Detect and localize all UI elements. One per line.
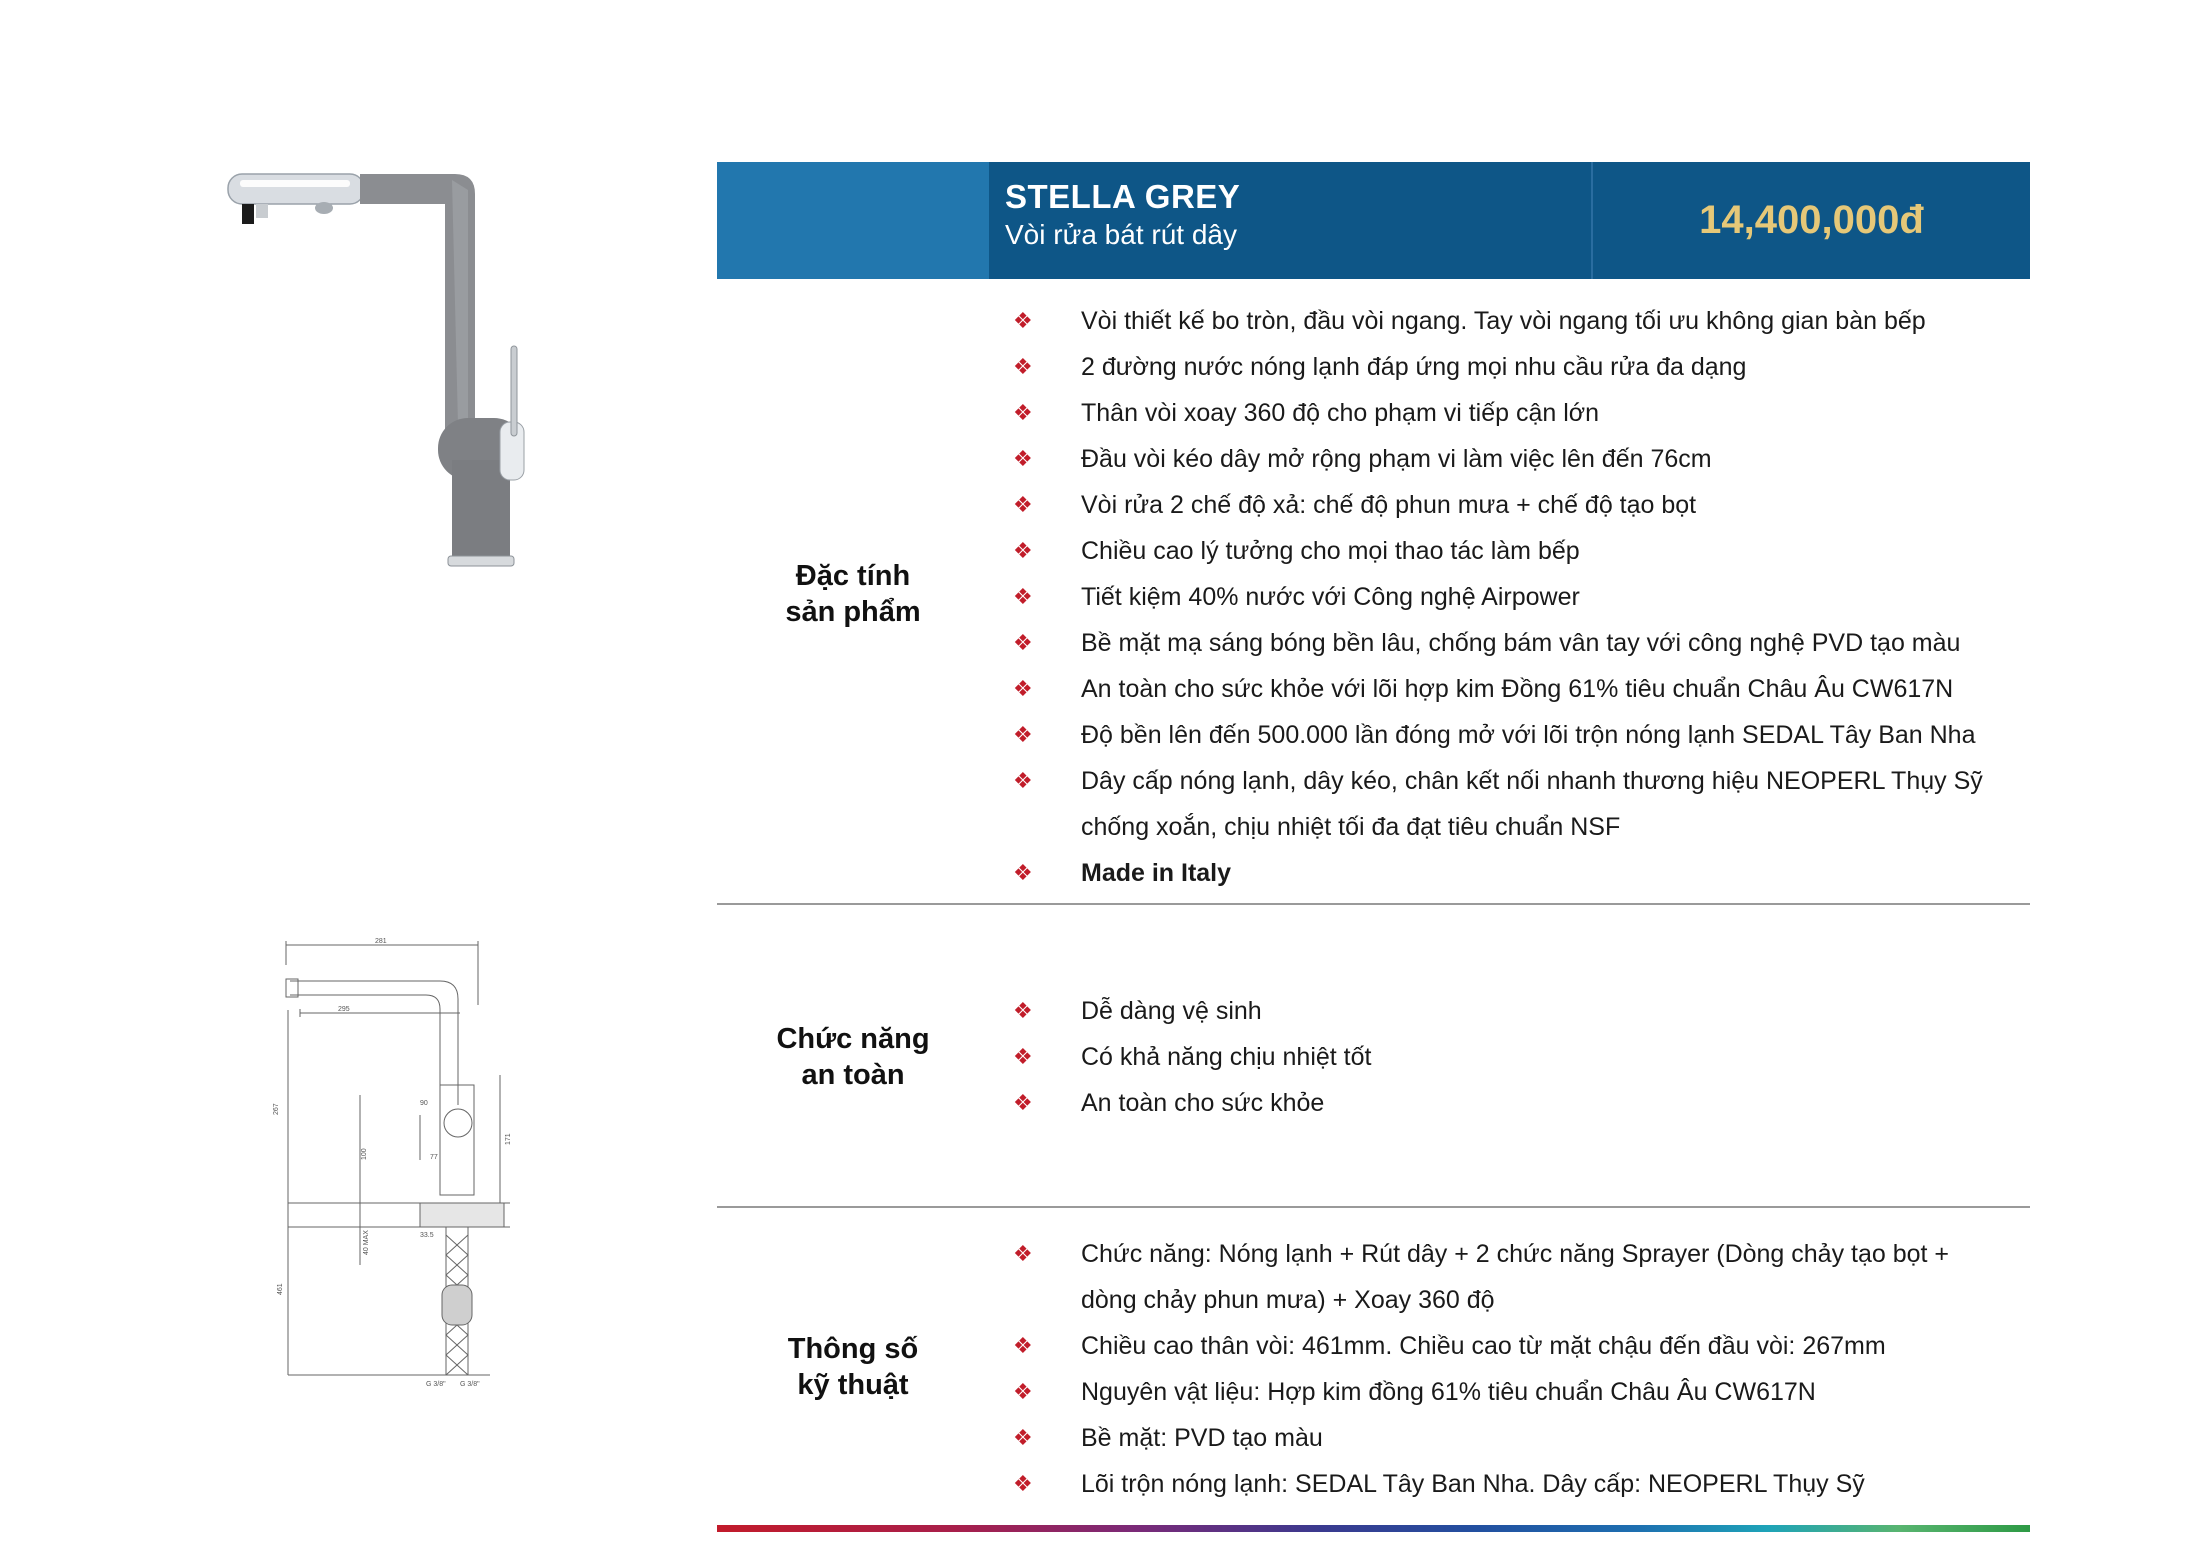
list-item (1013, 620, 2013, 666)
list-item (1013, 666, 2013, 712)
list-item-text: Có khả năng chịu nhiệt tốt (1081, 1043, 1372, 1071)
list-item-text: Độ bền lên đến 500.000 lần đóng mở với lõi trộn nóng lạnh SEDAL Tây Ban Nha (1081, 721, 1976, 749)
list-item (1013, 1415, 2013, 1461)
bullet-icon: ❖ (1013, 630, 1033, 655)
list-item-text: Tiết kiệm 40% nước với Công nghệ Airpower (1081, 583, 1580, 611)
list-item (1013, 574, 2013, 620)
dim-height: 267 (273, 1103, 280, 1115)
bullet-icon: ❖ (1013, 308, 1033, 333)
section-label-line: Đặc tính (795, 560, 911, 592)
list-item-text: Đầu vòi kéo dây mở rộng phạm vi làm việc lên đến 76cm (1081, 445, 1712, 473)
section-label-line: Thông số (787, 1333, 919, 1365)
bullet-icon: ❖ (1013, 538, 1033, 563)
section-divider (717, 903, 2030, 905)
product-name: STELLA GREY (1005, 178, 1241, 215)
list-item (1013, 758, 2013, 804)
bullet-icon: ❖ (1013, 492, 1033, 517)
list-item-continuation (1013, 804, 2013, 850)
list-item (1013, 1323, 2013, 1369)
section-label-specs (717, 1331, 989, 1403)
bullet-icon: ❖ (1013, 1425, 1033, 1450)
product-photo (220, 160, 600, 590)
bullet-icon: ❖ (1013, 1379, 1033, 1404)
footer-color-bar (717, 1525, 2030, 1532)
list-item-continuation (1013, 1277, 2013, 1323)
list-item-text: Lõi trộn nóng lạnh: SEDAL Tây Ban Nha. Dây cấp: NEOPERL Thụy Sỹ (1081, 1470, 1865, 1498)
bullet-icon: ❖ (1013, 1090, 1033, 1115)
list-item (1013, 298, 2013, 344)
dim-top: 281 (375, 938, 387, 945)
section-label-line: kỹ thuật (797, 1369, 909, 1401)
bullet-icon: ❖ (1013, 998, 1033, 1023)
section-label-line: Chức năng (776, 1023, 930, 1055)
section-label-line: sản phẩm (785, 596, 921, 628)
list-item (1013, 1080, 2013, 1126)
bullet-icon: ❖ (1013, 400, 1033, 425)
list-item-text: Chiều cao lý tưởng cho mọi thao tác làm bếp (1081, 537, 1580, 565)
dim-g1: G 3/8" (426, 1381, 446, 1388)
product-header (717, 162, 2030, 279)
safety-list (1013, 988, 2013, 1126)
bullet-icon: ❖ (1013, 1333, 1033, 1358)
product-subtitle: Vòi rửa bát rút dây (1005, 219, 1237, 250)
features-list (1013, 298, 2013, 896)
list-item-text: Bề mặt mạ sáng bóng bền lâu, chống bám vân tay với công nghệ PVD tạo màu (1081, 629, 1961, 657)
bullet-icon: ❖ (1013, 354, 1033, 379)
header-price-cell (1593, 162, 2030, 279)
dim-inner: 295 (338, 1006, 350, 1013)
specs-list (1013, 1231, 2013, 1507)
list-item (1013, 1034, 2013, 1080)
list-item-text: chống xoắn, chịu nhiệt tối đa đạt tiêu chuẩn NSF (1081, 813, 1621, 841)
header-title-cell (989, 162, 1593, 279)
dim-g2: G 3/8" (460, 1381, 480, 1388)
list-item-text: Vòi rửa 2 chế độ xả: chế độ phun mưa + chế độ tạo bọt (1081, 491, 1697, 519)
header-accent-block (717, 162, 989, 279)
bullet-icon: ❖ (1013, 584, 1033, 609)
list-item (1013, 436, 2013, 482)
list-item-text: Vòi thiết kế bo tròn, đầu vòi ngang. Tay vòi ngang tối ưu không gian bàn bếp (1081, 307, 1926, 335)
technical-drawing (270, 935, 540, 1395)
list-item (1013, 1461, 2013, 1507)
bullet-icon: ❖ (1013, 722, 1033, 747)
bullet-icon: ❖ (1013, 860, 1033, 885)
section-divider (717, 1206, 2030, 1208)
list-item (1013, 850, 2013, 896)
dim-bore: 33.5 (420, 1232, 434, 1239)
section-label-line: an toàn (801, 1059, 905, 1091)
list-item (1013, 344, 2013, 390)
list-item-text: Chức năng: Nóng lạnh + Rút dây + 2 chức năng Sprayer (Dòng chảy tạo bọt + (1081, 1240, 1950, 1268)
bullet-icon: ❖ (1013, 1044, 1033, 1069)
dim-100: 100 (361, 1148, 368, 1160)
list-item-text: 2 đường nước nóng lạnh đáp ứng mọi nhu cầu rửa đa dạng (1081, 353, 1747, 381)
bullet-icon: ❖ (1013, 676, 1033, 701)
section-label-features (717, 558, 989, 630)
list-item-text: Dây cấp nóng lạnh, dây kéo, chân kết nối nhanh thương hiệu NEOPERL Thụy Sỹ (1081, 767, 1983, 795)
list-item-text: Thân vòi xoay 360 độ cho phạm vi tiếp cận lớn (1081, 399, 1600, 427)
bullet-icon: ❖ (1013, 1241, 1033, 1266)
dim-angle: 90 (420, 1100, 428, 1107)
list-item-text: Nguyên vật liệu: Hợp kim đồng 61% tiêu chuẩn Châu Âu CW617N (1081, 1378, 1816, 1406)
dim-77: 77 (430, 1154, 438, 1161)
bullet-icon: ❖ (1013, 768, 1033, 793)
list-item-text: Made in Italy (1081, 859, 1232, 887)
list-item-text: An toàn cho sức khỏe với lõi hợp kim Đồng 61% tiêu chuẩn Châu Âu CW617N (1081, 675, 1954, 703)
product-price: 14,400,000đ (1699, 198, 1924, 242)
list-item-text: Chiều cao thân vòi: 461mm. Chiều cao từ mặt chậu đến đầu vòi: 267mm (1081, 1332, 1886, 1360)
list-item-text: An toàn cho sức khỏe (1081, 1089, 1325, 1117)
section-label-safety (717, 1021, 989, 1093)
list-item (1013, 988, 2013, 1034)
list-item-text: Bề mặt: PVD tạo màu (1081, 1424, 1323, 1452)
list-item-text: dòng chảy phun mưa) + Xoay 360 độ (1081, 1286, 1495, 1314)
dim-handle: 171 (505, 1133, 512, 1145)
list-item (1013, 1231, 2013, 1277)
bullet-icon: ❖ (1013, 1471, 1033, 1496)
list-item (1013, 482, 2013, 528)
list-item (1013, 712, 2013, 758)
list-item (1013, 1369, 2013, 1415)
list-item (1013, 528, 2013, 574)
bullet-icon: ❖ (1013, 446, 1033, 471)
list-item-text: Dễ dàng vệ sinh (1081, 997, 1262, 1025)
dim-max: 40 MAX (363, 1230, 370, 1255)
list-item (1013, 390, 2013, 436)
dim-total: 461 (277, 1283, 284, 1295)
